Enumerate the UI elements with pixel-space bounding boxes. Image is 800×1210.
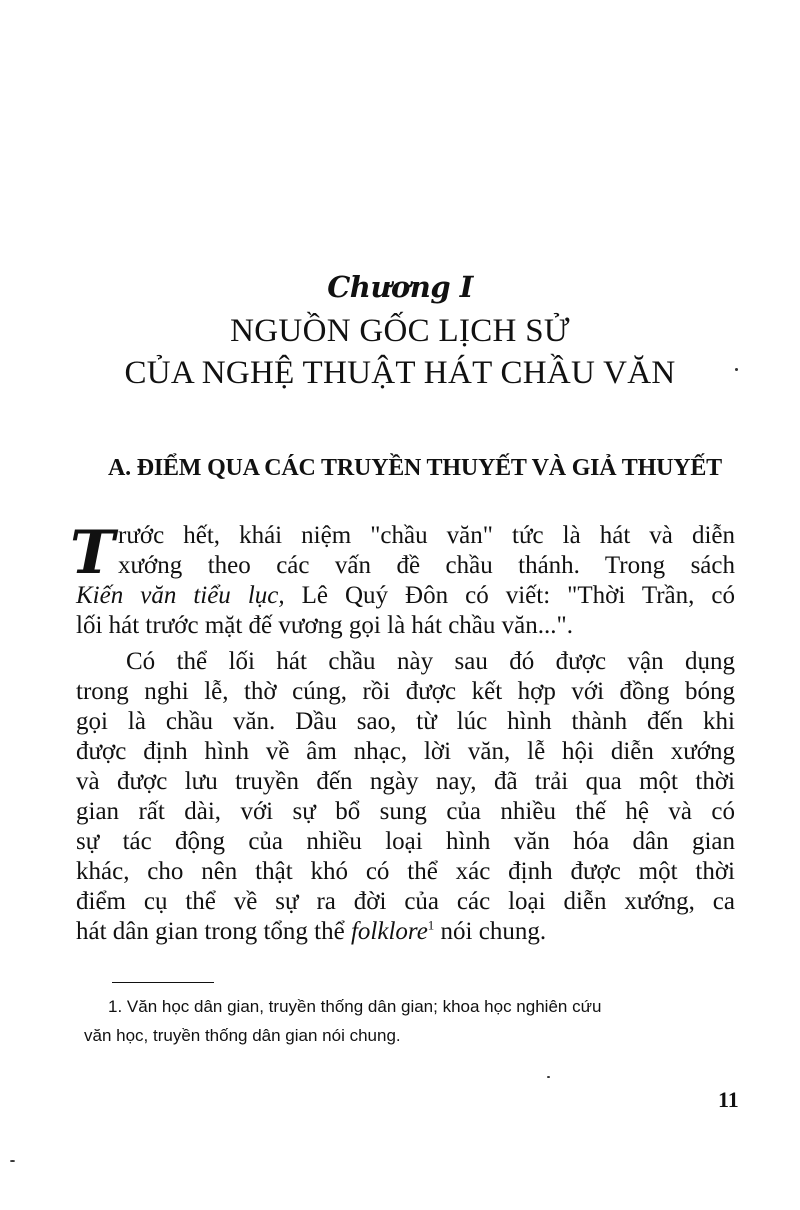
paragraph-2-line-7: sự tác động của nhiều loại hình văn hóa dân gian — [76, 828, 735, 855]
chapter-title-line-2: CỦA NGHỆ THUẬT HÁT CHẦU VĂN — [124, 355, 676, 391]
paragraph-1-line-1: rước hết, khái niệm "chầu văn" tức là hát và diễn — [118, 522, 735, 549]
paragraph-2-line-3: gọi là chầu văn. Dầu sao, từ lúc hình thành đến khi — [76, 708, 735, 735]
footnote-rule — [112, 982, 214, 983]
scan-speck — [735, 368, 738, 371]
paragraph-2-line-2: trong nghi lễ, thờ cúng, rồi được kết hợp với đồng bóng — [76, 678, 735, 705]
paragraph-1-line-3 — [76, 581, 735, 611]
last-line-start: hát dân gian trong tổng thể — [76, 918, 351, 945]
paragraph-1-line-2: xướng theo các vấn đề chầu thánh. Trong sách — [118, 552, 735, 579]
paragraph-2-line-10 — [76, 917, 735, 947]
chapter-label: Chương I — [327, 270, 473, 304]
paragraph-2-line-1: Có thể lối hát chầu này sau đó được vận dụng — [126, 648, 735, 675]
line-3-rest: Lê Quý Đôn có viết: "Thời Trần, có — [284, 582, 735, 609]
drop-cap-letter: T — [70, 518, 115, 588]
chapter-title-line-1: NGUỒN GỐC LỊCH SỬ — [230, 313, 570, 349]
paragraph-2-line-4: được định hình về âm nhạc, lời văn, lễ hội diễn xướng — [76, 738, 735, 765]
footnote-line-1: 1. Văn học dân gian, truyền thống dân gian; khoa học nghiên cứu — [108, 997, 602, 1016]
paragraph-2-line-6: gian rất dài, với sự bổ sung của nhiều thế hệ và có — [76, 798, 735, 825]
section-heading: A. ĐIỂM QUA CÁC TRUYỀN THUYẾT VÀ GIẢ THUYẾT — [108, 455, 722, 481]
paragraph-2-line-5: và được lưu truyền đến ngày nay, đã trải qua một thời — [76, 768, 735, 795]
drop-cap — [70, 518, 122, 588]
scan-speck — [547, 1076, 550, 1078]
paragraph-2-line-9: điểm cụ thể về sự ra đời của các loại diễn xướng, ca — [76, 888, 735, 915]
last-line-end: nói chung. — [434, 918, 547, 945]
book-title: Kiến văn tiểu lục, — [76, 582, 285, 609]
footnote-line-2: văn học, truyền thống dân gian nói chung. — [84, 1026, 401, 1045]
page-number: 11 — [718, 1087, 739, 1112]
paragraph-2-line-8: khác, cho nên thật khó có thể xác định được một thời — [76, 858, 735, 885]
folklore-term: folklore — [350, 918, 428, 945]
footnote-ref: 1 — [427, 917, 435, 933]
paragraph-1-line-4: lối hát trước mặt đế vương gọi là hát chầu văn...". — [76, 612, 573, 639]
scan-speck — [10, 1160, 15, 1162]
